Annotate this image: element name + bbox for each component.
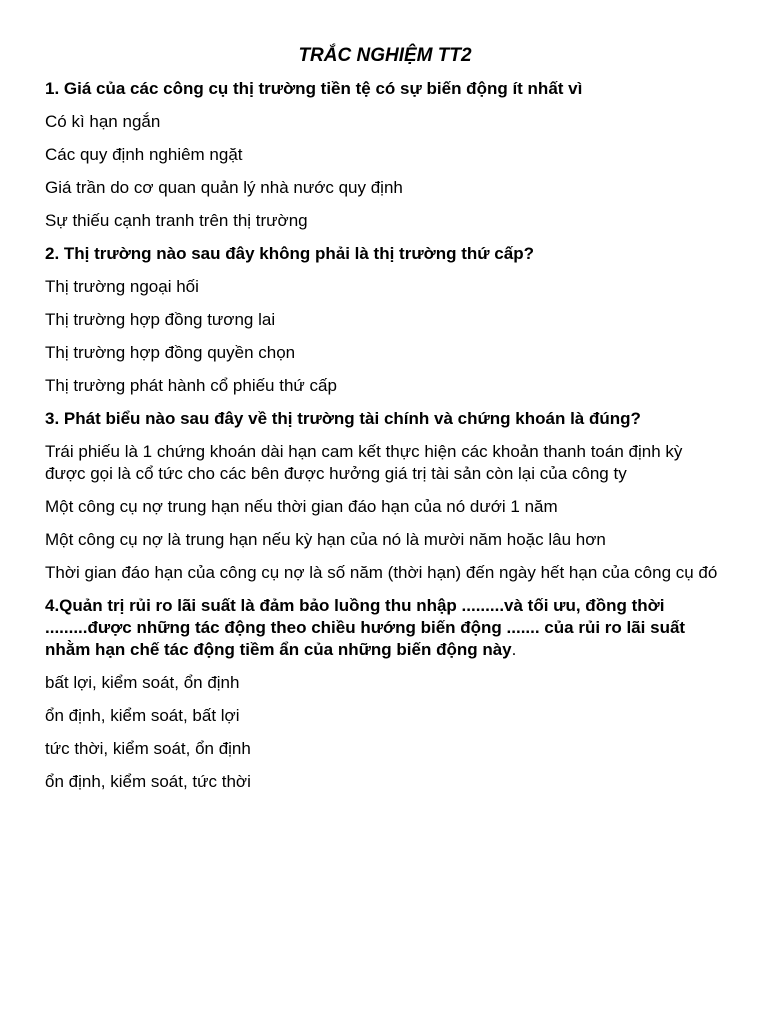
question-3: 3. Phát biểu nào sau đây về thị trường tài chính và chứng khoán là đúng? bbox=[45, 409, 641, 428]
answer-option: Thị trường hợp đồng quyền chọn bbox=[45, 343, 296, 362]
answer-option: Thị trường ngoại hối bbox=[45, 277, 199, 296]
answer-option: Thị trường phát hành cổ phiếu thứ cấp bbox=[45, 376, 337, 395]
question-1: 1. Giá của các công cụ thị trường tiền tệ có sự biến động ít nhất vì bbox=[45, 79, 583, 98]
answer-option: Các quy định nghiêm ngặt bbox=[45, 145, 243, 164]
answer-option: Có kì hạn ngắn bbox=[45, 112, 161, 131]
document-title: TRẮC NGHIỆM TT2 bbox=[298, 45, 472, 66]
answer-option: tức thời, kiểm soát, ổn định bbox=[45, 739, 251, 758]
answer-option: Thị trường hợp đồng tương lai bbox=[45, 310, 276, 329]
answer-option: Sự thiếu cạnh tranh trên thị trường bbox=[45, 211, 308, 230]
answer-option: ổn định, kiểm soát, bất lợi bbox=[45, 706, 240, 725]
answer-option: ổn định, kiểm soát, tức thời bbox=[45, 772, 251, 791]
question-4-period: . bbox=[511, 640, 517, 659]
question-2: 2. Thị trường nào sau đây không phải là thị trường thứ cấp? bbox=[45, 244, 534, 263]
question-4 bbox=[45, 595, 725, 661]
answer-option: Một công cụ nợ trung hạn nếu thời gian đáo hạn của nó dưới 1 năm bbox=[45, 497, 558, 516]
answer-option: Giá trần do cơ quan quản lý nhà nước quy định bbox=[45, 178, 403, 197]
answer-option: Trái phiếu là 1 chứng khoán dài hạn cam kết thực hiện các khoản thanh toán định kỳ được gọi là cổ tức cho các bên được hưởng giá trị tài sản còn lại của công ty bbox=[45, 442, 683, 483]
document-page bbox=[45, 44, 725, 804]
answer-option: bất lợi, kiểm soát, ổn định bbox=[45, 673, 240, 692]
answer-option: Thời gian đáo hạn của công cụ nợ là số năm (thời hạn) đến ngày hết hạn của công cụ đó bbox=[45, 563, 718, 582]
question-4-text: 4.Quản trị rủi ro lãi suất là đảm bảo luồng thu nhập .........và tối ưu, đồng thời .........được những tác động theo chiều hướng biến động ....... của rủi ro lãi suất nhằm hạn chế tác động tiềm ẩn của những biến động này bbox=[45, 596, 686, 659]
answer-option: Một công cụ nợ là trung hạn nếu kỳ hạn của nó là mười năm hoặc lâu hơn bbox=[45, 530, 606, 549]
